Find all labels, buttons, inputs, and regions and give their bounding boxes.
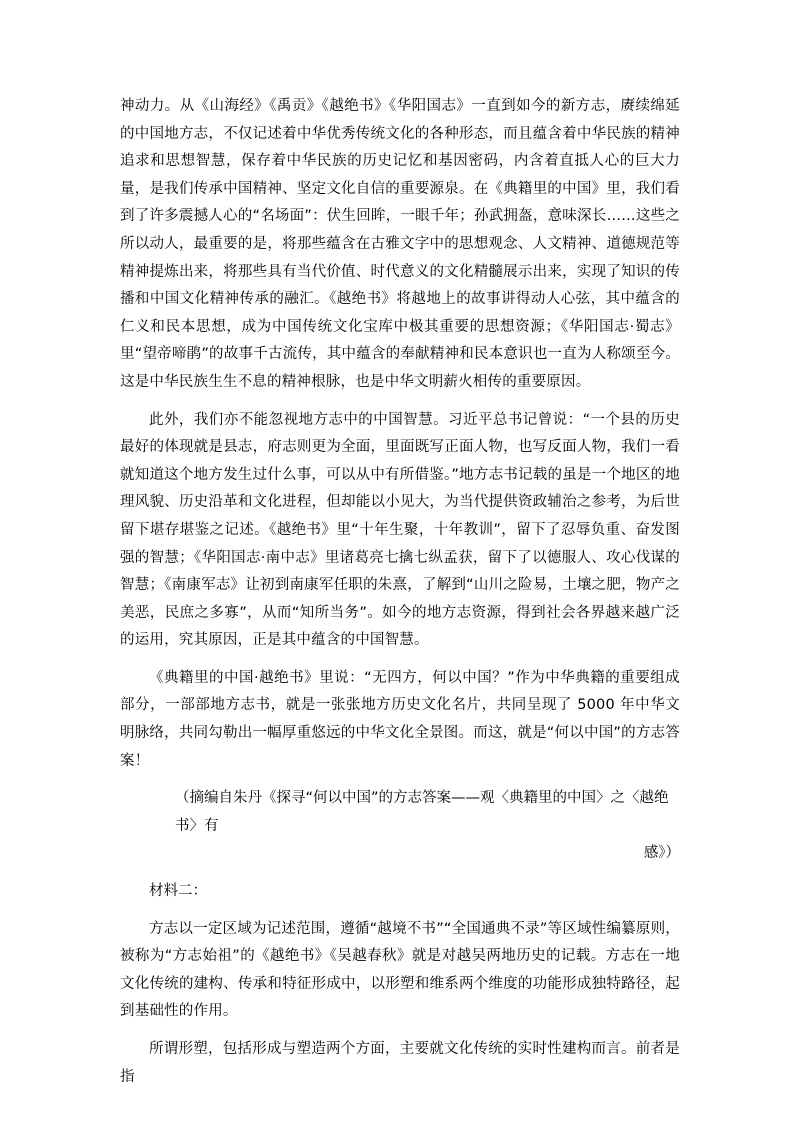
paragraph-4: 方志以一定区域为记述范围，遵循“越境不书”“全国通典不录”等区域性编纂原则，被称为“方志始祖”的《越绝书》《吴越春秋》就是对越吴两地历史的记载。方志在一地文化传统的建构、传承和特征形成中，以形塑和维系两个维度的功能形成独特路径，起到基础性的作用。: [120, 920, 680, 1020]
paragraph-1: 神动力。从《山海经》《禹贡》《越绝书》《华阳国志》一直到如今的新方志，赓续绵延的中国地方志，不仅记述着中华优秀传统文化的各种形态，而且蕴含着中华民族的精神追求和思想智慧，保存着中华民族的历史记忆和基因密码，内含着直抵人心的巨大力量，是我们传承中国精神、坚定文化自信的重要源泉。在《典籍里的中国》里，我们看到了许多震撼人心的“名场面”：伏生回眸，一眼千年；孙武拥盔，意味深长……这些之所以动人，最重要的是，将那些蕴含在古雅文字中的思想观念、人文精神、道德规范等精神提炼出来，将那些具有当代价值、时代意义的文化精髓展示出来，实现了知识的传播和中国文化精神传承的融汇。《越绝书》将越地上的故事讲得动人心弦，其中蕴含的仁义和民本思想，成为中国传统文化宝库中极其重要的思想资源；《华阳国志·蜀志》里“望帝啼鹃”的故事千古流传，其中蕴含的奉献精神和民本意识也一直为人称颂至今。这是中华民族生生不息的精神根脉，也是中华文明薪火相传的重要原因。: [120, 98, 680, 390]
source-citation-line-1: （摘编自朱丹《探寻“何以中国”的方志答案——观〈典籍里的中国〉之〈越绝书〉有: [175, 790, 669, 834]
source-citation-line-2: 感》）: [643, 845, 680, 862]
paragraph-2: 此外，我们亦不能忽视地方志中的中国智慧。习近平总书记曾说：“一个县的历史最好的体现就是县志，府志则更为全面，里面既写正面人物，也写反面人物，我们一看就知道这个地方发生过什么事，可以从中有所借鉴。”地方志书记载的虽是一个地区的地理风貌、历史沿革和文化进程，但却能以小见大，为当代提供资政辅治之参考，为后世留下堪存堪鉴之记述。《越绝书》里“十年生聚，十年教训”，留下了忍辱负重、奋发图强的智慧；《华阳国志·南中志》里诸葛亮七擒七纵孟获，留下了以德服人、攻心伐谋的智慧；《南康军志》让初到南康军任职的朱熹，了解到“山川之险易，土壤之肥，物产之美恶，民庶之多寡”，从而“知所当务”。如今的地方志资源，得到社会各界越来越广泛的运用，究其原因，正是其中蕴含的中国智慧。: [120, 411, 680, 649]
material-2-heading: 材料二：: [149, 883, 207, 900]
source-citation: [120, 785, 680, 868]
document-body: [120, 93, 680, 1091]
paragraph-5: 所谓形塑，包括形成与塑造两个方面，主要就文化传统的实时性建构而言。前者是指: [120, 1041, 680, 1085]
paragraph-3: 《典籍里的中国·越绝书》里说：“无四方，何以中国？”作为中华典籍的重要组成部分，一部部地方志书，就是一张张地方历史文化名片，共同呈现了 5000 年中华文明脉络，共同勾勒出一幅厚重悠远的中华文化全景图。而这，就是“何以中国”的方志答案！: [120, 669, 680, 769]
